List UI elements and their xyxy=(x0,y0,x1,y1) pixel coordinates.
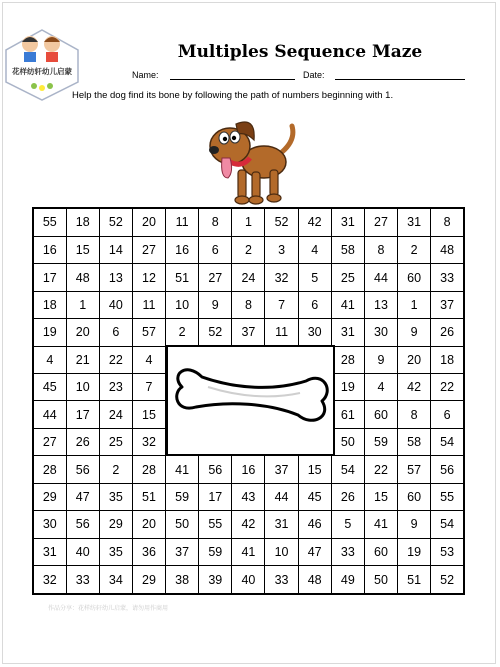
maze-cell[interactable]: 27 xyxy=(132,236,165,263)
maze-cell[interactable]: 23 xyxy=(99,374,132,401)
maze-cell[interactable]: 48 xyxy=(431,236,464,263)
maze-cell[interactable]: 33 xyxy=(331,538,364,565)
maze-cell[interactable]: 50 xyxy=(331,428,364,455)
maze-cell[interactable]: 55 xyxy=(33,208,66,236)
maze-cell[interactable]: 3 xyxy=(265,236,298,263)
maze-cell[interactable]: 59 xyxy=(166,483,199,510)
footer-text: 作品分享：花样纺轩幼儿启蒙，请勿用作商用 xyxy=(48,606,169,612)
maze-cell[interactable]: 52 xyxy=(99,208,132,236)
maze-cell[interactable]: 58 xyxy=(398,428,431,455)
maze-cell[interactable]: 17 xyxy=(66,401,99,428)
maze-cell[interactable]: 38 xyxy=(166,566,199,594)
maze-cell[interactable]: 32 xyxy=(132,428,165,455)
maze-cell[interactable]: 22 xyxy=(99,346,132,373)
maze-cell[interactable]: 60 xyxy=(364,401,397,428)
maze-cell[interactable]: 33 xyxy=(66,566,99,594)
maze-cell[interactable]: 36 xyxy=(132,538,165,565)
bone-icon xyxy=(168,347,332,453)
maze-row xyxy=(33,264,464,291)
maze-cell[interactable]: 21 xyxy=(66,346,99,373)
maze-cell[interactable]: 10 xyxy=(166,291,199,318)
maze-cell[interactable]: 44 xyxy=(364,264,397,291)
maze-cell[interactable]: 28 xyxy=(132,456,165,483)
maze-cell[interactable]: 17 xyxy=(33,264,66,291)
maze-cell[interactable]: 16 xyxy=(232,456,265,483)
name-field[interactable] xyxy=(170,79,295,80)
maze-cell[interactable]: 37 xyxy=(265,456,298,483)
maze-cell[interactable]: 18 xyxy=(66,208,99,236)
maze-row xyxy=(33,236,464,263)
maze-cell[interactable]: 19 xyxy=(398,538,431,565)
maze-cell[interactable]: 55 xyxy=(199,511,232,538)
maze-cell[interactable]: 1 xyxy=(398,291,431,318)
maze-row xyxy=(33,538,464,565)
maze-cell[interactable]: 33 xyxy=(431,264,464,291)
maze-cell[interactable]: 26 xyxy=(331,483,364,510)
maze-cell[interactable]: 2 xyxy=(99,456,132,483)
maze-cell[interactable]: 45 xyxy=(33,374,66,401)
maze-row xyxy=(33,319,464,346)
maze-cell[interactable]: 15 xyxy=(132,401,165,428)
maze-cell[interactable]: 9 xyxy=(199,291,232,318)
maze-cell[interactable]: 5 xyxy=(331,511,364,538)
maze-cell[interactable]: 53 xyxy=(431,538,464,565)
maze-cell[interactable]: 32 xyxy=(33,566,66,594)
worksheet-title: Multiples Sequence Maze xyxy=(177,42,423,62)
maze-cell[interactable]: 56 xyxy=(199,456,232,483)
maze-cell[interactable]: 25 xyxy=(331,264,364,291)
maze-row xyxy=(33,511,464,538)
maze-cell[interactable]: 54 xyxy=(331,456,364,483)
maze-cell[interactable]: 6 xyxy=(199,236,232,263)
maze-cell[interactable]: 24 xyxy=(232,264,265,291)
maze-cell[interactable]: 12 xyxy=(132,264,165,291)
maze-cell[interactable]: 6 xyxy=(99,319,132,346)
maze-cell[interactable]: 56 xyxy=(431,456,464,483)
bone-box xyxy=(166,345,335,456)
maze-cell[interactable]: 29 xyxy=(99,511,132,538)
maze-cell[interactable]: 56 xyxy=(66,511,99,538)
maze-cell[interactable]: 56 xyxy=(66,456,99,483)
maze-cell[interactable]: 2 xyxy=(232,236,265,263)
maze-cell[interactable]: 26 xyxy=(66,428,99,455)
maze-cell[interactable]: 54 xyxy=(431,428,464,455)
maze-cell[interactable]: 51 xyxy=(132,483,165,510)
maze-cell[interactable]: 8 xyxy=(398,401,431,428)
maze-cell[interactable]: 35 xyxy=(99,483,132,510)
maze-cell[interactable]: 20 xyxy=(66,319,99,346)
maze-cell[interactable]: 34 xyxy=(99,566,132,594)
maze-cell[interactable]: 27 xyxy=(199,264,232,291)
maze-cell[interactable]: 20 xyxy=(132,511,165,538)
maze-cell[interactable]: 37 xyxy=(431,291,464,318)
maze-cell[interactable]: 20 xyxy=(398,346,431,373)
maze-row xyxy=(33,483,464,510)
maze-cell[interactable]: 46 xyxy=(298,511,331,538)
maze-cell[interactable]: 30 xyxy=(298,319,331,346)
maze-cell[interactable]: 54 xyxy=(431,511,464,538)
maze-cell[interactable]: 28 xyxy=(331,346,364,373)
maze-cell[interactable]: 41 xyxy=(166,456,199,483)
date-label: Date: xyxy=(303,70,325,80)
maze-cell[interactable]: 8 xyxy=(199,208,232,236)
logo-text: 花样纺轩幼儿启蒙 xyxy=(12,67,72,76)
maze-cell[interactable]: 9 xyxy=(364,346,397,373)
maze-cell[interactable]: 57 xyxy=(398,456,431,483)
maze-cell[interactable]: 9 xyxy=(398,511,431,538)
maze-cell[interactable]: 22 xyxy=(364,456,397,483)
maze-row xyxy=(33,208,464,236)
maze-cell[interactable]: 52 xyxy=(265,208,298,236)
maze-cell[interactable]: 25 xyxy=(99,428,132,455)
maze-cell[interactable]: 4 xyxy=(132,346,165,373)
maze-cell[interactable]: 37 xyxy=(232,319,265,346)
maze-cell[interactable]: 4 xyxy=(298,236,331,263)
date-field[interactable] xyxy=(335,79,465,80)
maze-cell[interactable]: 11 xyxy=(166,208,199,236)
maze-cell[interactable]: 6 xyxy=(298,291,331,318)
maze-cell[interactable]: 13 xyxy=(364,291,397,318)
maze-cell[interactable]: 27 xyxy=(364,208,397,236)
maze-cell[interactable]: 42 xyxy=(398,374,431,401)
maze-cell[interactable]: 44 xyxy=(265,483,298,510)
maze-cell[interactable]: 59 xyxy=(199,538,232,565)
maze-cell[interactable]: 49 xyxy=(331,566,364,594)
maze-cell[interactable]: 41 xyxy=(232,538,265,565)
maze-cell[interactable]: 52 xyxy=(199,319,232,346)
maze-cell[interactable]: 31 xyxy=(331,319,364,346)
maze-cell[interactable]: 31 xyxy=(265,511,298,538)
maze-cell[interactable]: 19 xyxy=(331,374,364,401)
maze-cell[interactable]: 14 xyxy=(99,236,132,263)
maze-cell[interactable]: 7 xyxy=(132,374,165,401)
maze-cell[interactable]: 27 xyxy=(33,428,66,455)
maze-cell[interactable]: 31 xyxy=(398,208,431,236)
maze-cell[interactable]: 35 xyxy=(99,538,132,565)
maze-cell[interactable]: 60 xyxy=(398,483,431,510)
maze-cell[interactable]: 18 xyxy=(33,291,66,318)
maze-cell[interactable]: 28 xyxy=(33,456,66,483)
maze-cell[interactable]: 61 xyxy=(331,401,364,428)
maze-cell[interactable]: 55 xyxy=(431,483,464,510)
maze-cell[interactable]: 2 xyxy=(398,236,431,263)
maze-cell[interactable]: 16 xyxy=(33,236,66,263)
maze-cell[interactable]: 45 xyxy=(298,483,331,510)
maze-cell[interactable]: 60 xyxy=(398,264,431,291)
maze-cell[interactable]: 22 xyxy=(431,374,464,401)
maze-cell[interactable]: 26 xyxy=(431,319,464,346)
maze-cell[interactable]: 24 xyxy=(99,401,132,428)
maze-cell[interactable]: 42 xyxy=(298,208,331,236)
maze-cell[interactable]: 31 xyxy=(33,538,66,565)
maze-cell[interactable]: 40 xyxy=(99,291,132,318)
maze-cell[interactable]: 11 xyxy=(265,319,298,346)
maze-cell[interactable]: 48 xyxy=(66,264,99,291)
maze-row xyxy=(33,566,464,594)
maze-cell[interactable]: 57 xyxy=(132,319,165,346)
maze-cell[interactable]: 10 xyxy=(66,374,99,401)
maze-cell[interactable]: 31 xyxy=(331,208,364,236)
school-logo xyxy=(4,28,80,102)
maze-cell[interactable]: 59 xyxy=(364,428,397,455)
maze-cell[interactable]: 15 xyxy=(364,483,397,510)
maze-cell[interactable]: 43 xyxy=(232,483,265,510)
maze-cell[interactable]: 40 xyxy=(232,566,265,594)
maze-cell[interactable]: 4 xyxy=(364,374,397,401)
maze-row xyxy=(33,291,464,318)
maze-cell[interactable]: 8 xyxy=(431,208,464,236)
maze-cell[interactable]: 1 xyxy=(232,208,265,236)
maze-cell[interactable]: 15 xyxy=(66,236,99,263)
maze-cell[interactable]: 51 xyxy=(166,264,199,291)
maze-row xyxy=(33,456,464,483)
maze-cell[interactable]: 8 xyxy=(232,291,265,318)
maze-cell[interactable]: 9 xyxy=(398,319,431,346)
maze-cell[interactable]: 32 xyxy=(265,264,298,291)
name-label: Name: xyxy=(132,70,159,80)
maze-cell[interactable]: 11 xyxy=(132,291,165,318)
maze-cell[interactable]: 30 xyxy=(364,319,397,346)
maze-cell[interactable]: 50 xyxy=(364,566,397,594)
maze-cell[interactable]: 6 xyxy=(431,401,464,428)
maze-cell[interactable]: 5 xyxy=(298,264,331,291)
maze-cell[interactable]: 29 xyxy=(132,566,165,594)
maze-cell[interactable]: 2 xyxy=(166,319,199,346)
dog-illustration xyxy=(200,112,300,208)
instructions: Help the dog find its bone by following the path of numbers beginning with 1. xyxy=(72,90,394,101)
maze-cell[interactable]: 7 xyxy=(265,291,298,318)
maze-cell[interactable]: 42 xyxy=(232,511,265,538)
maze-cell[interactable]: 15 xyxy=(298,456,331,483)
maze-cell[interactable]: 16 xyxy=(166,236,199,263)
maze-cell[interactable]: 17 xyxy=(199,483,232,510)
maze-cell[interactable]: 19 xyxy=(33,319,66,346)
maze-cell[interactable]: 37 xyxy=(166,538,199,565)
maze-cell[interactable]: 44 xyxy=(33,401,66,428)
maze-cell[interactable]: 39 xyxy=(199,566,232,594)
maze-cell[interactable]: 20 xyxy=(132,208,165,236)
maze-cell[interactable]: 47 xyxy=(66,483,99,510)
maze-cell[interactable]: 48 xyxy=(298,566,331,594)
maze-cell[interactable]: 41 xyxy=(331,291,364,318)
maze-cell[interactable]: 13 xyxy=(99,264,132,291)
maze-cell[interactable]: 50 xyxy=(166,511,199,538)
maze-cell[interactable]: 8 xyxy=(364,236,397,263)
maze-cell[interactable]: 30 xyxy=(33,511,66,538)
maze-cell[interactable]: 52 xyxy=(431,566,464,594)
maze-cell[interactable]: 1 xyxy=(66,291,99,318)
maze-cell[interactable]: 4 xyxy=(33,346,66,373)
maze-cell[interactable]: 47 xyxy=(298,538,331,565)
maze-cell[interactable]: 18 xyxy=(431,346,464,373)
maze-cell[interactable]: 29 xyxy=(33,483,66,510)
maze-cell[interactable]: 58 xyxy=(331,236,364,263)
maze-cell[interactable]: 10 xyxy=(265,538,298,565)
maze-cell[interactable]: 60 xyxy=(364,538,397,565)
maze-cell[interactable]: 40 xyxy=(66,538,99,565)
maze-cell[interactable]: 51 xyxy=(398,566,431,594)
maze-cell[interactable]: 33 xyxy=(265,566,298,594)
maze-cell[interactable]: 41 xyxy=(364,511,397,538)
